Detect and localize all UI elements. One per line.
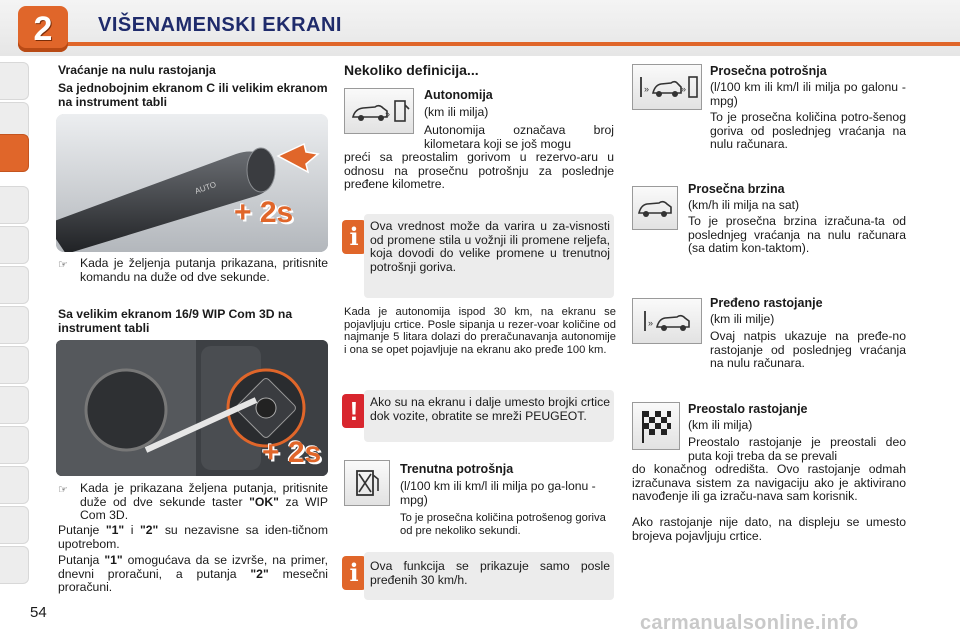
odometer-icon (632, 298, 702, 344)
chapter-tab[interactable] (0, 546, 29, 584)
subheading: Sa velikim ekranom 16/9 WIP Com 3D na instrument tabli (58, 307, 293, 335)
checkered-flag-icon (632, 402, 680, 450)
info-note (364, 214, 614, 298)
definition-title: Autonomija (424, 88, 493, 102)
section-heading: Vraćanje na nulu rastojanja (58, 63, 216, 77)
bullet-icon: ☞ (58, 484, 68, 496)
definition-unit: (km ili milja) (688, 418, 753, 432)
warning-note (364, 390, 614, 442)
chapter-tab[interactable] (0, 226, 29, 264)
stalk-photo (56, 114, 328, 252)
car-speed-glyph (633, 187, 677, 229)
paragraph: Putanja "1" omogućava da se izvrše, na primer, dnevni proračuni, a putanja "2" mesečni proračuni. (58, 553, 328, 594)
bullet-text: Kada je prikazana željena putanja, pritisnite duže od dve sekunde taster "OK" za WIP Com 3D. (80, 481, 329, 522)
svg-text:»: » (385, 109, 391, 119)
paragraph: Putanje "1" i "2" su nezavisne sa iden-tičnom upotrebom. (58, 523, 328, 551)
chapter-tab-active[interactable] (0, 134, 29, 172)
chapter-tab[interactable] (0, 306, 29, 344)
definition-title: Pređeno rastojanje (710, 296, 823, 310)
chapter-tab[interactable] (0, 62, 29, 100)
car-range-glyph (345, 89, 413, 133)
stalk-illustration (56, 114, 328, 252)
page-title: VIŠENAMENSKI EKRANI (98, 14, 342, 36)
section-heading: Nekoliko definicija... (344, 62, 479, 78)
definition-text: Autonomija označava broj kilometara koji se još mogu (424, 123, 614, 151)
bullet-text: Kada je željenja putanja prikazana, pritisnite komandu na duže od dve sekunde. (80, 256, 328, 284)
checkered-flag-glyph (633, 403, 679, 449)
definition-text: To je prosečna količina potrošenog goriva od pre nekoliko sekundi. (400, 512, 606, 537)
info-note (364, 552, 614, 600)
odometer-glyph (633, 299, 701, 343)
definition-text: To je prosečna brzina izračuna-ta od poslednjeg vraćanja na nulu računara (sa datim kon-taktom). (688, 214, 906, 255)
definition-unit: (l/100 km ili km/l ili milja po galonu -mpg) (710, 80, 906, 108)
definition-text: Ako rastojanje nije dato, na displeju se umesto brojeva pojavljuju crtice. (632, 515, 906, 543)
definition-text: Preostalo rastojanje je preostali deo puta koji treba da se prevali (688, 435, 906, 463)
fuel-pump-icon (344, 460, 390, 506)
fuel-pump-glyph (345, 461, 389, 505)
plus-2s-badge: + 2s (234, 196, 294, 229)
subheading: Sa jednobojnim ekranom C ili velikim ekranom na instrument tabli (58, 81, 328, 109)
chapter-tab[interactable] (0, 266, 29, 304)
plus-2s-badge: + 2s (262, 436, 322, 469)
average-consumption-glyph (633, 65, 701, 109)
info-note-text: Ova vrednost može da varira u za-visnosti od promene stila u vožnji ili promene reljefa, koja dovodi do velike promene u trenutnoj potrošnji goriva. (370, 219, 610, 274)
info-icon: i (342, 556, 366, 590)
definition-text: do konačnog odredišta. Ovo rastojanje odmah izračunava sistem za navigaciju ako je aktivirano navođenje ili ga izraču-nava sam korisnik. (632, 462, 906, 503)
svg-text:»: » (644, 84, 650, 94)
watermark: carmanualsonline.info (640, 612, 859, 634)
info-note-text: Ova funkcija se prikazuje samo posle pređenih 30 km/h. (370, 559, 610, 587)
warning-note-text: Ako su na ekranu i dalje umesto brojki crtice dok vozite, obratite se mreži PEUGEOT. (370, 395, 610, 423)
definition-title: Prosečna brzina (688, 182, 785, 196)
chapter-tab[interactable] (0, 466, 29, 504)
chapter-tab[interactable] (0, 386, 29, 424)
car-range-icon (344, 88, 414, 134)
info-icon: i (342, 220, 366, 254)
svg-text:AUTO: AUTO (193, 179, 218, 196)
definition-text: To je prosečna količina potro-šenog goriva od poslednjeg vraćanja na nulu računara. (710, 110, 906, 151)
definition-title: Trenutna potrošnja (400, 462, 514, 476)
definition-unit: (l/100 km ili km/l ili milja po ga-lonu -mpg) (400, 479, 596, 507)
definition-unit: (km ili milja) (424, 105, 489, 119)
chapter-tab[interactable] (0, 186, 29, 224)
page-number: 54 (30, 604, 47, 621)
car-speed-icon (632, 186, 678, 230)
small-paragraph: Kada je autonomija ispod 30 km, na ekranu se pojavljuju crtice. Posle sipanja u rezer-voar količine od najmanje 5 litara dolazi do preračunavanja autonomije i ona se opet pojavljuje na ekranu ako pređe 100 km. (344, 306, 616, 356)
header-stripe (60, 42, 960, 46)
definition-title: Prosečna potrošnja (710, 64, 827, 78)
chapter-tab[interactable] (0, 426, 29, 464)
chapter-badge: 2 (18, 6, 68, 52)
chapter-tab[interactable] (0, 506, 29, 544)
definition-text: Ovaj natpis ukazuje na pređe-no rastojanje od poslednjeg vraćanja na nulu računara. (710, 329, 906, 370)
warning-icon: ! (342, 394, 366, 428)
svg-text:»: » (648, 318, 654, 328)
chapter-tab[interactable] (0, 346, 29, 384)
definition-title: Preostalo rastojanje (688, 402, 808, 416)
svg-text:»: » (681, 84, 687, 94)
definition-text: preći sa preostalim gorivom u rezervo-aru u odnosu na prosečnu potrošnju za poslednje pređene kilometre. (344, 150, 614, 191)
definition-unit: (km ili milje) (710, 312, 775, 326)
bullet-icon: ☞ (58, 259, 68, 271)
definition-unit: (km/h ili milja na sat) (688, 198, 800, 212)
average-consumption-icon (632, 64, 702, 110)
